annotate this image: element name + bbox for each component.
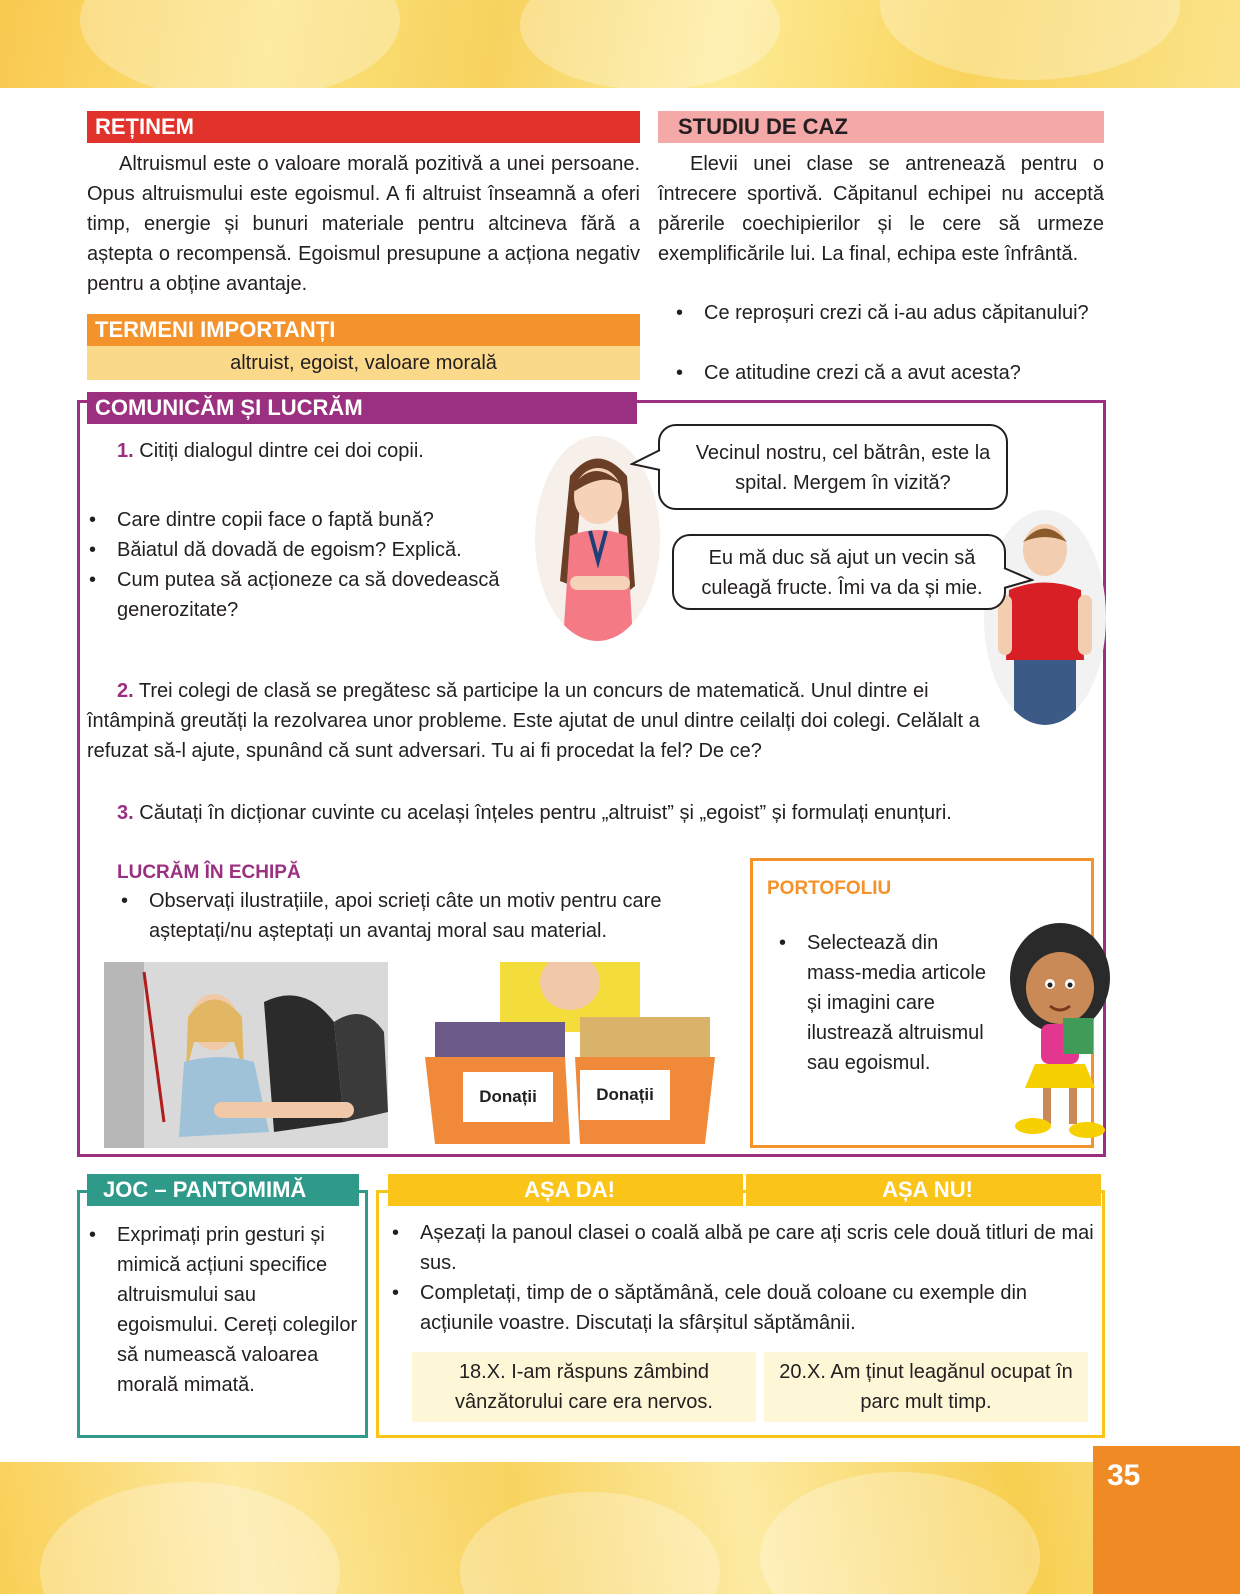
exercise-3-number: 3. bbox=[117, 802, 134, 824]
donations-photo bbox=[405, 962, 735, 1148]
exercise-1-text: Citiți dialogul dintre cei doi copii. bbox=[139, 440, 424, 462]
boy-speech-bubble: Eu mă duc să ajut un vecin să culeagă fructe. Îmi va da și mie. bbox=[672, 534, 1006, 610]
asa-instruction: • Așezați la panoul clasei o coală albă pe care ați scris cele două titluri de mai sus. bbox=[388, 1218, 1100, 1278]
boy-bubble-tail bbox=[1002, 566, 1034, 592]
exercise-1-questions bbox=[85, 505, 535, 625]
exercise-3-text: Căutați în dicționar cuvinte cu același înțeles pentru „altruist” și „egoist” și formulați enunțuri. bbox=[139, 802, 952, 824]
bottom-decorative-band bbox=[0, 1462, 1240, 1594]
page-number: 35 bbox=[1107, 1459, 1141, 1492]
retinem-header: REȚINEM bbox=[87, 111, 640, 143]
exercise-2-number: 2. bbox=[117, 680, 134, 702]
retinem-text: Altruismul este o valoare morală pozitivă a unei persoane. Opus altruismului este egoismul. A fi altruist înseamnă a oferi timp, energie și bunuri materiale pentru altcineva fără a aștepta o recompensă. Egoismul presupune a acționa negativ pentru a obține avantaje. bbox=[87, 153, 640, 295]
studiu-question: • Ce atitudine crezi că a avut acesta? bbox=[672, 358, 1104, 388]
exercise-1-question: • Cum putea să acționeze ca să dovedească generozitate? bbox=[85, 565, 535, 625]
blood-donation-illustration bbox=[104, 962, 388, 1148]
girl-speech-bubble: Vecinul nostru, cel bătrân, este la spital. Mergem în vizită? bbox=[658, 424, 1008, 510]
lucram-echipa-list bbox=[117, 886, 739, 946]
asa-instruction: • Completați, timp de o săptămână, cele două coloane cu exemple din acțiunile voastre. Discutați la sfârșitul săptămânii. bbox=[388, 1278, 1100, 1338]
exercise-1-question: • Care dintre copii face o faptă bună? bbox=[85, 505, 535, 535]
lucram-echipa-task: • Observați ilustrațiile, apoi scrieți câte un motiv pentru care așteptați/nu așteptați un avantaj moral sau material. bbox=[117, 886, 739, 946]
exercise-2-text: Trei colegi de clasă se pregătesc să participe la un concurs de matematică. Unul dintre ei întâmpină greutăți la rezolvarea unor probleme. Este ajutat de unul dintre ceilalți doi colegi. Celălalt a refuzat să-l ajute, spunând că sunt adversari. Tu ai fi procedat la fel? De ce? bbox=[87, 680, 980, 762]
girl-bubble-tail bbox=[630, 448, 662, 474]
portofoliu-task: • Selectează din mass-media articole și imagini care ilustrează altruismul sau egoismul. bbox=[775, 928, 990, 1078]
studiu-header: STUDIU DE CAZ bbox=[658, 111, 1104, 143]
joc-header: JOC – PANTOMIMĂ bbox=[87, 1174, 359, 1206]
donation-box-label: Donații bbox=[463, 1072, 553, 1122]
donations-illustration bbox=[405, 962, 735, 1148]
comunicam-header: COMUNICĂM ȘI LUCRĂM bbox=[87, 392, 637, 424]
portofoliu-title: PORTOFOLIU bbox=[767, 878, 892, 899]
exercise-1-number: 1. bbox=[117, 440, 134, 462]
studiu-text: Elevii unei clase se antrenează pentru o întrecere sportivă. Căpitanul echipei nu acceptă părerile coechipierilor și le cere să urmeze exemplificările lui. La final, echipa este înfrântă. bbox=[658, 153, 1104, 265]
exercise-1-question: • Băiatul dă dovadă de egoism? Explică. bbox=[85, 535, 535, 565]
asa-nu-header: AȘA NU! bbox=[746, 1174, 1101, 1206]
top-decorative-band bbox=[0, 0, 1240, 88]
blood-donation-photo bbox=[104, 962, 388, 1148]
termeni-header: TERMENI IMPORTANȚI bbox=[87, 314, 640, 346]
asa-da-header: AȘA DA! bbox=[388, 1174, 743, 1206]
joc-list bbox=[85, 1220, 360, 1400]
exercise-1 bbox=[117, 436, 537, 466]
studiu-question: • Ce reproșuri crezi că i-au adus căpitanului? bbox=[672, 298, 1104, 328]
asa-da-example: 18.X. I-am răspuns zâmbind vânzătorului care era nervos. bbox=[412, 1352, 756, 1422]
cartoon-girl-icon bbox=[1005, 918, 1115, 1140]
asa-instructions bbox=[388, 1218, 1100, 1338]
exercise-3 bbox=[117, 798, 1077, 828]
donation-box-label: Donații bbox=[580, 1070, 670, 1120]
asa-nu-example: 20.X. Am ținut leagănul ocupat în parc mult timp. bbox=[764, 1352, 1088, 1422]
lucram-echipa-title: LUCRĂM ÎN ECHIPĂ bbox=[117, 862, 301, 883]
studiu-questions bbox=[672, 298, 1104, 388]
joc-task: • Exprimați prin gesturi și mimică acțiuni specifice altruismului sau egoismului. Cereți colegilor să numească valoarea morală mimată. bbox=[85, 1220, 360, 1400]
exercise-2 bbox=[87, 676, 1017, 766]
portofoliu-list bbox=[775, 928, 990, 1078]
termeni-text: altruist, egoist, valoare morală bbox=[87, 346, 640, 380]
